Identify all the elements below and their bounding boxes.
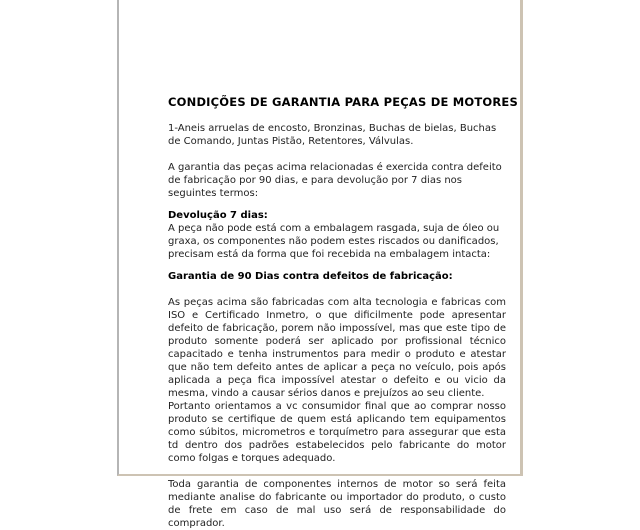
closing-paragraph: Toda garantia de componentes internos de motor so será feita mediante analise do fabricante ou importador do produto, o custo de frete em caso de mal uso será de responsabilidade do comprador. [168, 479, 506, 529]
document-page [117, 0, 523, 529]
devolucao-heading: Devolução 7 dias: [168, 210, 268, 221]
devolucao-body-paragraph: A peça não pode está com a embalagem rasgada, suja de óleo ou graxa, os componentes não podem estes riscados ou danificados, precisam está da forma que foi recebida na embalagem intacta: [168, 223, 500, 260]
orientacao-consumidor-paragraph: Portanto orientamos a vc consumidor final que ao comprar nosso produto se certifique de quem está aplicando tem equipamentos como súbitos, micrometros e torquímetro para assegurar que esta td dentro dos padrões estabelecidos pelo fabricante do motor como folgas e torques adequado. [168, 401, 506, 464]
garantia-90-dias-heading: Garantia de 90 Dias contra defeitos de fabricação: [168, 271, 453, 282]
warranty-intro-paragraph: A garantia das peças acima relacionadas é exercida contra defeito de fabricação por 90 dias, e para devolução por 7 dias nos seguintes termos: [168, 162, 502, 199]
garantia-90-dias-body-paragraph: As peças acima são fabricadas com alta tecnologia e fabricas com ISO e Certificado Inmetro, o que dificilmente pode apresentar defeito de fabricação, porem não impossível, mas que este tipo de produto somente poderá ser aplicado por profissional técnico capacitado e tenha instrumentos para medir o produto e atestar que não tem defeito antes de aplicar a peça no veículo, pois após aplicada a peça fica impossível atestar o defeito e ou vicio da mesma, vindo a causar sérios danos e prejuízos ao seu cliente. [168, 297, 506, 399]
parts-list-paragraph: 1-Aneis arruelas de encosto, Bronzinas, Buchas de bielas, Buchas de Comando, Juntas Pistão, Retentores, Válvulas. [168, 123, 497, 147]
page-title: CONDIÇÕES DE GARANTIA PARA PEÇAS DE MOTORES [168, 95, 518, 109]
document-content [119, 0, 520, 530]
